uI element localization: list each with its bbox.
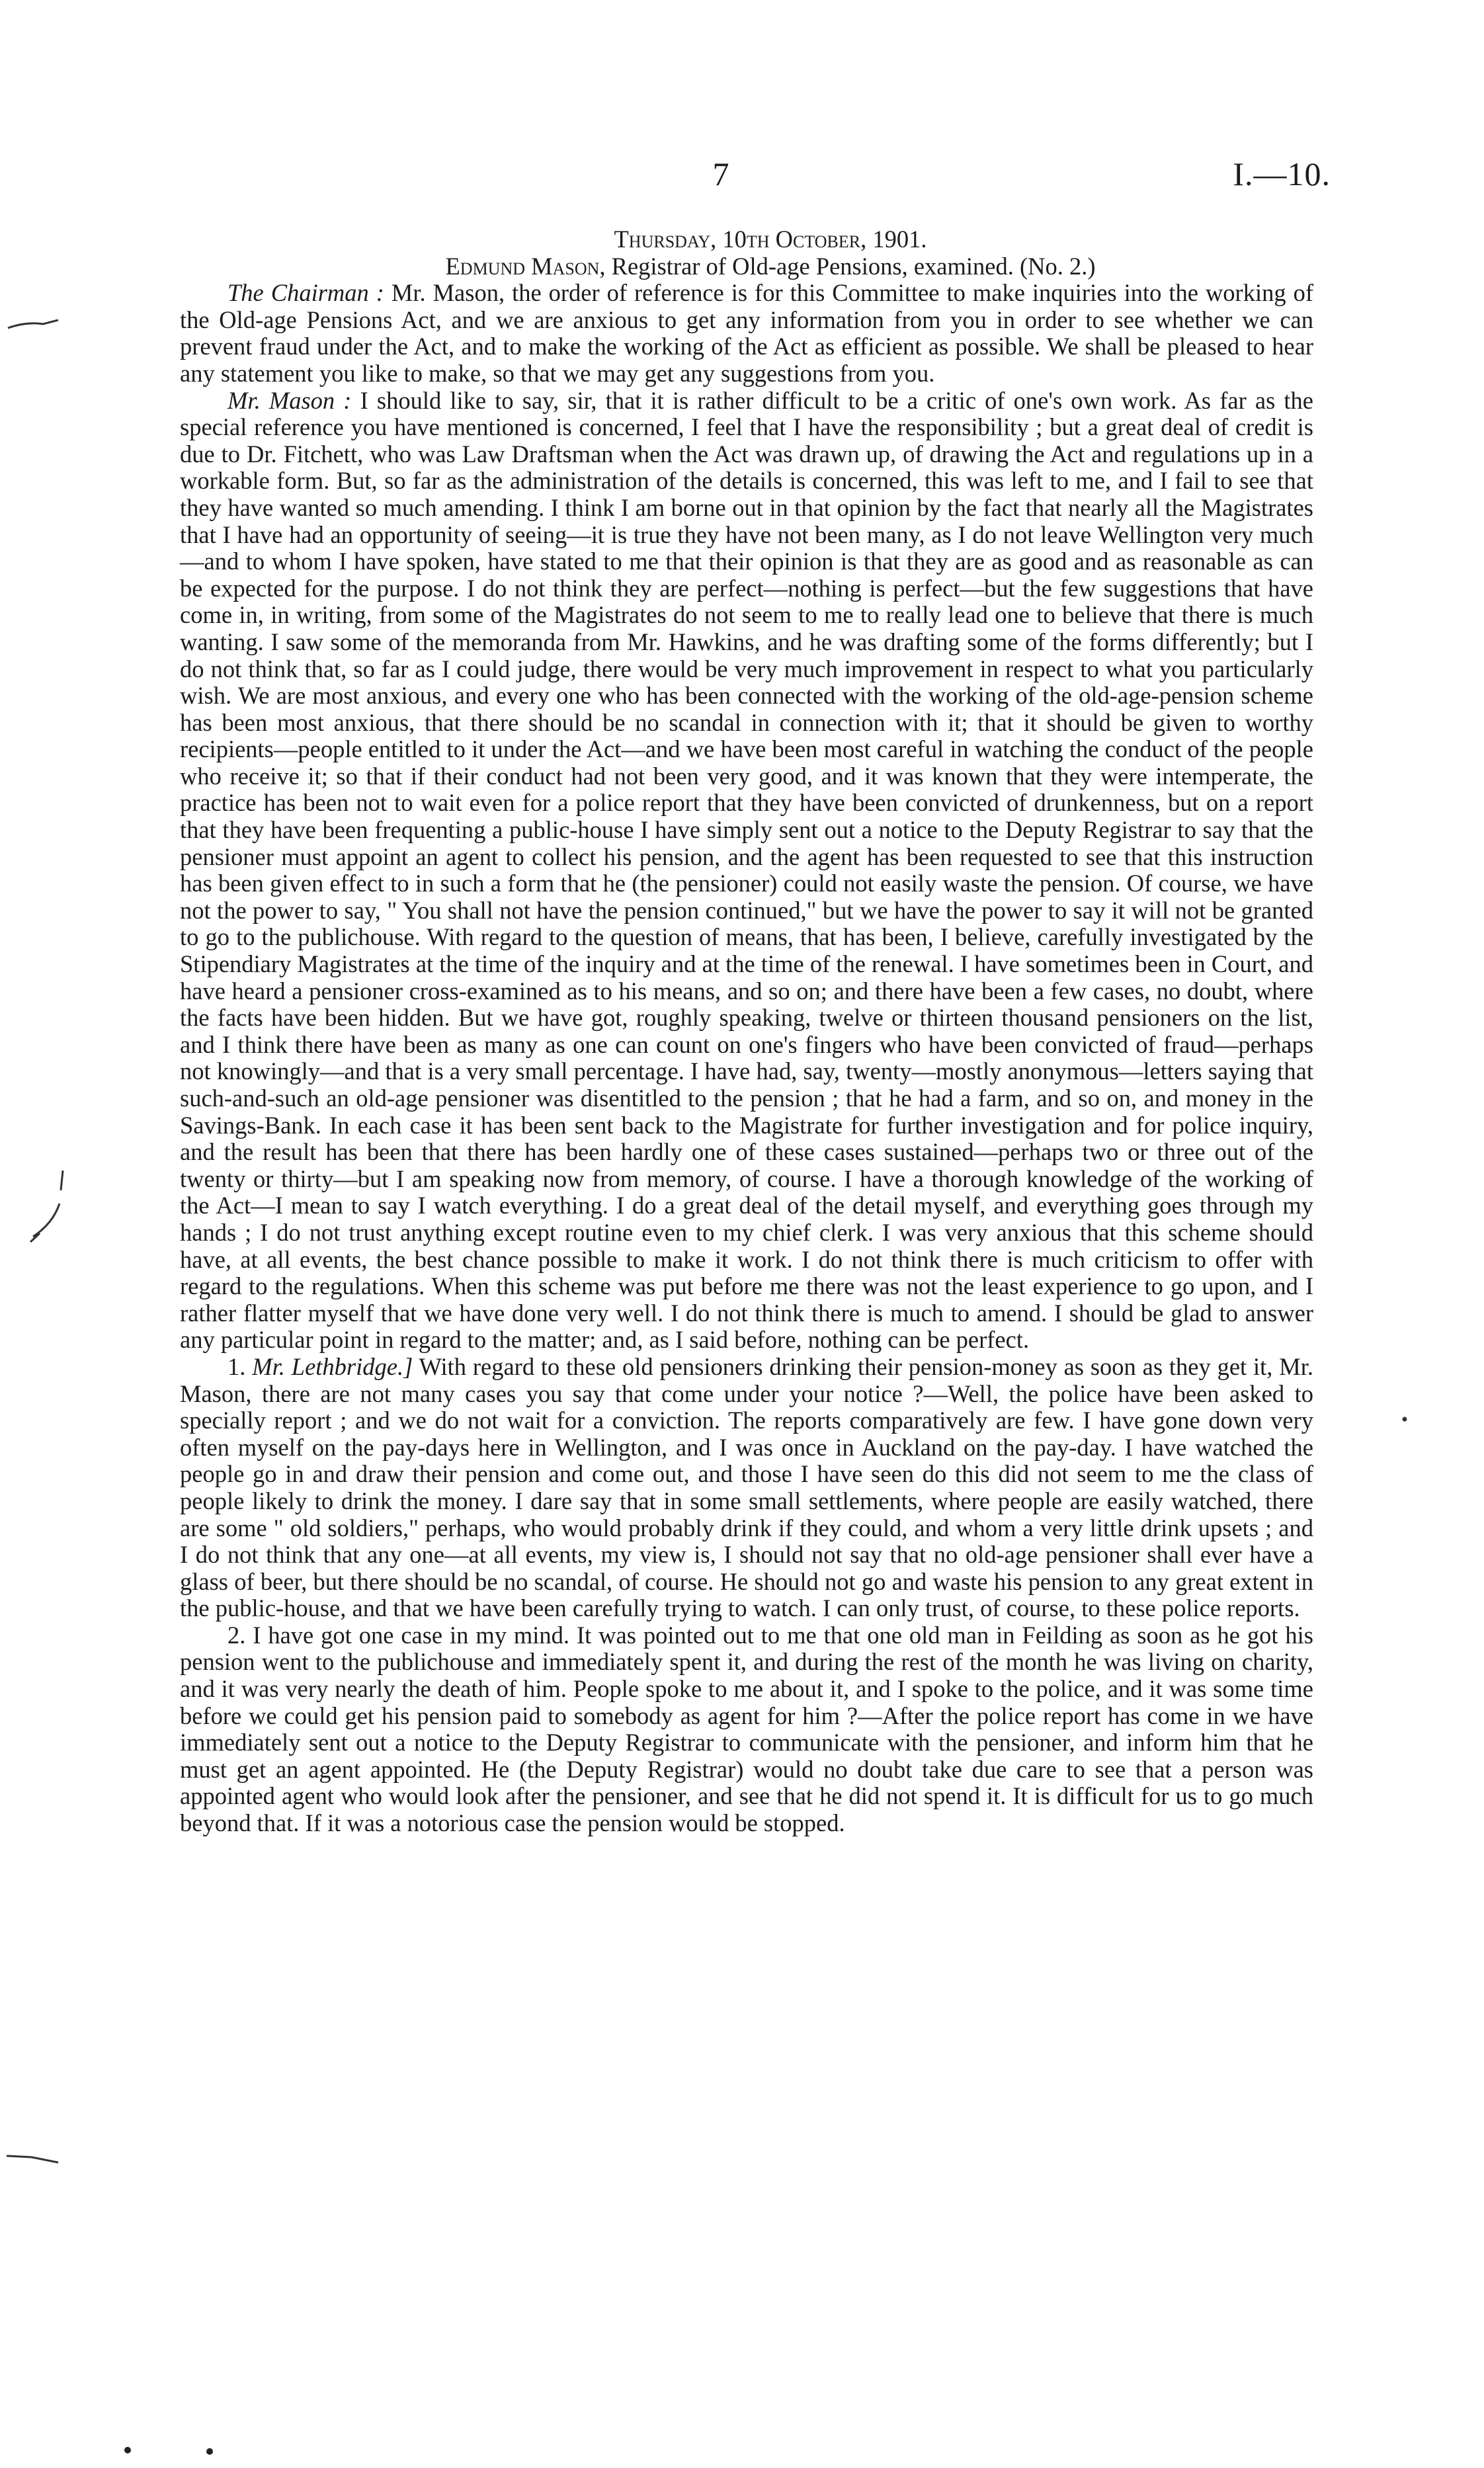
paragraph-text: With regard to these old pensioners drinking their pension-money as soon as they get it, Mr. Mason, there are not many cases you say that come under your notice ?—Well, the police have been asked to specially report ; and we do not wait for a conviction. The reports comparatively are few. I have gone down very often myself on the pay-days here in Wellington, and I was once in Auckland on the pay-day. I have watched the people go in and draw their pension and come out, and those I have seen do this did not seem to me the class of people likely to drink the money. I dare say that in some small settlements, where people are easily watched, there are some " old soldiers," perhaps, who would probably drink if they could, and whom a very little drink upsets ; and I do not think that any one—at all events, my view is, I should not say that no old-age pensioner shall ever have a glass of beer, but there should be no scandal, of course. He should not go and waste his pension to any great extent in the public-house, and that we have been carefully trying to watch. I can only trust, of course, to these police reports. (180, 1352, 1313, 1622)
paragraph (180, 280, 1313, 387)
witness-name: Edmund Mason (445, 252, 600, 280)
sitting-date: Thursday, 10th October, 1901. (614, 226, 927, 253)
margin-mark (7, 316, 60, 336)
paragraph-text: I have got one case in my mind. It was pointed out to me that one old man in Feilding as soon as he got his pension went to the publichouse and immediately spent it, and during the rest of the month he was living on charity, and it was very nearly the death of him. People spoke to me about it, and I spoke to the police, and it was some time before we could get his pension paid to somebody as agent for him ?—After the police report has come in we have immediately sent out a notice to the Deputy Registrar to communicate with the pensioner, and inform him that he must get an agent appointed. He (the Deputy Registrar) would no doubt take due care to see that a person was appointed agent who would look after the pensioner, and see that he did not spend it. It is difficult for us to go much beyond that. If it was a notorious case the pension would be stopped. (180, 1621, 1313, 1837)
margin-mark (26, 1164, 66, 1250)
margin-dot (1401, 1415, 1409, 1423)
paragraph-text: I should like to say, sir, that it is rather difficult to be a critic of one's own work. As far as the special reference you have mentioned is concerned, I feel that I have the responsibility ; but a great deal of credit is due to Dr. Fitchett, who was Law Draftsman when the Act was drawn up, of drawing the Act and regulations up in a workable form. But, so far as the administration of the details is concerned, this was left to me, and I fail to see that they have wanted so much amending. I think I am borne out in that opinion by the fact that nearly all the Magistrates that I have had an opportunity of seeing—it is true they have not been many, as I do not leave Wellington very much—and to whom I have spoken, have stated to me that their opinion is that they are as good and as reasonable as can be expected for the purpose. I do not think they are perfect—nothing is perfect—but the few suggestions that have come in, in writing, from some of the Magistrates do not seem to me to really lead one to believe that there is much wanting. I saw some of the memoranda from Mr. Hawkins, and he was drafting some of the forms differently; but I do not think that, so far as I could judge, there would be very much improvement in respect to what you particularly wish. We are most anxious, and every one who has been connected with the working of the old-age-pension scheme has been most anxious, that there should be no scandal in connection with it; that it should be given to worthy recipients—people entitled to it under the Act—and we have been most careful in watching the conduct of the people who receive it; so that if their conduct had not been very good, and it was known that they were intemperate, the practice has been not to wait even for a police report that they have been convicted of drunkenness, but on a report that they have been frequenting a public-house I have simply sent out a notice to the Deputy Registrar to say that the pensioner must appoint an agent to collect his pension, and the agent has been requested to see that this instruction has been given effect to in such a form that he (the pensioner) could not easily waste the pension. Of course, we have not the power to say, " You shall not have the pension continued," but we have the power to say it will not be granted to go to the publichouse. With regard to the question of means, that has been, I believe, carefully investigated by the Stipendiary Magistrates at the time of the inquiry and at the time of the renewal. I have sometimes been in Court, and have heard a pensioner cross-examined as to his means, and so on; and there have been a few cases, no doubt, where the facts have been hidden. But we have got, roughly speaking, twelve or thirteen thousand pensioners on the list, and I think there have been as many as one can count on one's fingers who have been convicted of fraud—perhaps not knowingly—and that is a very small percentage. I have had, say, twenty—mostly anonymous—letters saying that such-and-such an old-age pensioner was disentitled to the pension ; that he had a farm, and so on, and money in the Savings-Bank. In each case it has been sent back to the Magistrate for further investigation and for police inquiry, and the result has been that there has been hardly one of these cases sustained—perhaps two or three out of the twenty or thirty—but I am speaking now from memory, of course. I have a thorough knowledge of the working of the Act—I mean to say I watch everything. I do a great deal of the detail myself, and everything goes through my hands ; I do not trust anything except routine even to my chief clerk. I was very anxious that this scheme should have, at all events, the best chance possible to make it work. I do not think there is much criticism to offer with regard to the regulations. When this scheme was put before me there was not the least experience to go upon, and I rather flatter myself that we have done very well. I do not think there is much to amend. I should be glad to answer any particular point in regard to the matter; and, as I said before, nothing can be perfect. (180, 386, 1314, 1354)
paragraph-text: Mr. Mason, the order of reference is for this Committee to make inquiries into the working of the Old-age Pensions Act, and we are anxious to get any information from you in order to see whether we can prevent fraud under the Act, and to make the working of the Act as efficient as possible. We shall be pleased to hear any statement you like to make, so that we may get any suggestions from you. (180, 279, 1313, 387)
speaker: The Chairman : (227, 279, 384, 307)
speaker: Mr. Mason : (227, 386, 352, 414)
margin-dot (123, 2446, 132, 2455)
paragraph (180, 388, 1313, 1354)
question-number: 2. (227, 1621, 253, 1649)
paragraph (180, 1622, 1313, 1837)
margin-dot (205, 2447, 214, 2456)
question-number: 1. (227, 1352, 253, 1380)
paragraph (180, 1354, 1313, 1622)
witness-description: , Registrar of Old-age Pensions, examined. (No. 2.) (599, 252, 1096, 280)
speaker: Mr. Lethbridge.] (252, 1352, 413, 1380)
witness-heading (180, 253, 1313, 280)
document-body (180, 226, 1313, 1837)
page-number: 7 (712, 155, 729, 192)
series-reference: I.—10. (1233, 155, 1331, 192)
margin-mark (5, 2148, 65, 2168)
